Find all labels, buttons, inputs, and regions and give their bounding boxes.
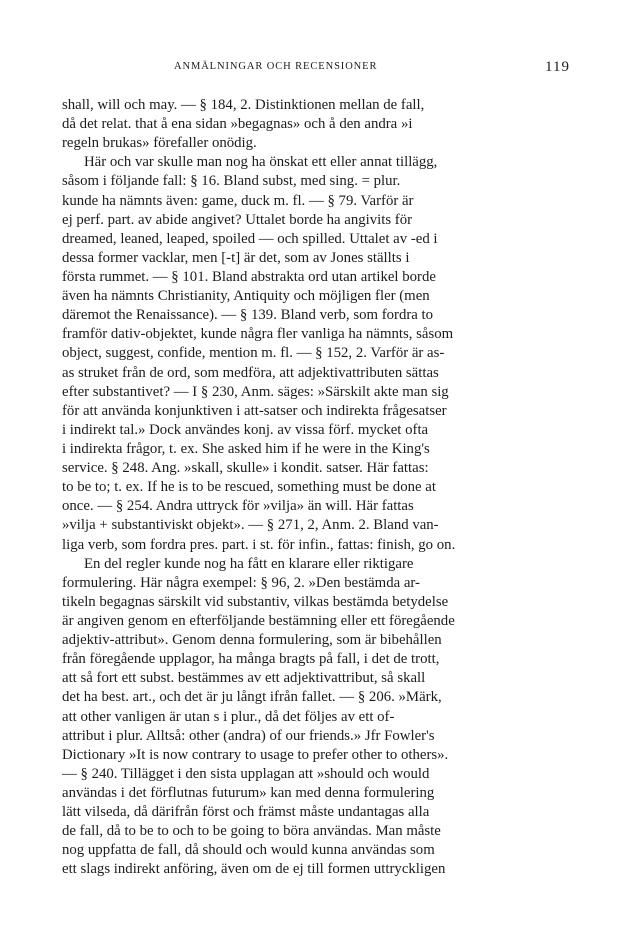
text-line: användas i det förflutnas futurum» kan med denna formulering [62,784,435,801]
text-line: to be to; t. ex. If he is to be rescued, something must be done at [62,479,436,496]
text-line: i indirekt tal.» Dock användes konj. av vissa förf. mycket ofta [62,421,429,438]
text-line: dreamed, leaned, leaped, spoiled — och spilled. Uttalet av -ed i [62,230,438,247]
text-line: efter substantivet? — I § 230, Anm. säges: »Särskilt akte man sig [62,383,449,400]
text-line: ett slags indirekt anföring, även om de ej till formen uttryckligen [62,861,446,878]
text-line: däremot the Renaissance). — § 139. Bland verb, som fordra to [62,307,434,324]
text-line: att så fort ett subst. bestämmes av ett adjektivattribut, så skall [62,670,426,687]
text-line: service. § 248. Ang. »skall, skulle» i kondit. satser. Här fattas: [62,460,429,477]
text-line: i indirekta frågor, t. ex. She asked him if he were in the King's [62,440,430,457]
running-head: ANMÄLNINGAR OCH RECENSIONER [174,61,378,72]
page-header [62,59,572,79]
text-line: framför dativ-objektet, kunde några fler vanliga ha nämnts, såsom [62,326,454,343]
page-number: 119 [545,59,570,75]
text-line: för att använda konjunktiven i att-satser och indirekta frågesatser [62,402,447,419]
text-line: från föregående upplagor, ha många bragts på fall, i det de trott, [62,651,440,668]
text-line: då det relat. that å ena sidan »begagnas» och å den andra »i [62,116,413,133]
text-line: attribut i plur. Alltså: other (andra) of our friends.» Jfr Fowler's [62,727,435,744]
text-line: första rummet. — § 101. Bland abstrakta ord utan artikel borde [62,268,436,285]
text-line: shall, will och may. — § 184, 2. Distinktionen mellan de fall, [62,97,425,113]
text-line: adjektiv-attribut». Genom denna formulering, som är bibehållen [62,632,442,649]
text-line: — § 240. Tillägget i den sista upplagan att »should och would [62,765,430,782]
text-line: formulering. Här några exempel: § 96, 2. »Den bestämda ar- [62,574,420,591]
text-line: as struket från de ord, som medföra, att adjektivattributen sättas [62,364,439,381]
paragraph-start-line: En del regler kunde nog ha fått en klarare eller riktigare [84,555,414,572]
text-line: även ha nämnts Christianity, Antiquity och möjligen fler (men [62,288,430,305]
text-line: nog uppfatta de fall, då should och would kunna användas som [62,842,435,859]
text-line: ej perf. part. av abide angivet? Uttalet borde ha angivits för [62,211,413,228]
body-text [62,96,572,879]
text-line: är angiven genom en efterföljande bestämning eller ett föregående [62,612,455,629]
text-line: once. — § 254. Andra uttryck för »vilja» än will. Här fattas [62,498,414,515]
text-line: det ha best. art., och det är ju långt ifrån fallet. — § 206. »Märk, [62,689,442,706]
text-line: kunde ha nämnts även: game, duck m. fl. — § 79. Varför är [62,192,414,209]
text-line: regeln brukas» förefaller onödig. [62,135,257,152]
paragraph-start-line: Här och var skulle man nog ha önskat ett eller annat tillägg, [84,154,438,171]
text-line: tikeln begagnas särskilt vid substantiv, vilkas bestämda betydelse [62,593,449,610]
text-line: liga verb, som fordra pres. part. i st. för infin., fattas: finish, go on. [62,536,456,553]
text-line: att other vanligen är utan s i plur., då det följes av ett of- [62,708,395,725]
text-line: de fall, då to be to och to be going to böra användas. Man måste [62,823,441,840]
text-line: »vilja + substantiviskt objekt». — § 271, 2, Anm. 2. Bland van- [62,517,439,534]
text-line: dessa former vacklar, men [-t] är det, som av Jones ställts i [62,249,410,266]
text-line: object, suggest, confide, mention m. fl. — § 152, 2. Varför är as- [62,345,445,362]
text-line: såsom i följande fall: § 16. Bland subst, med sing. = plur. [62,173,401,190]
text-line: Dictionary »It is now contrary to usage to prefer other to others». [62,746,449,763]
text-line: lätt vilseda, då därifrån först och främst måste undantagas alla [62,804,430,821]
